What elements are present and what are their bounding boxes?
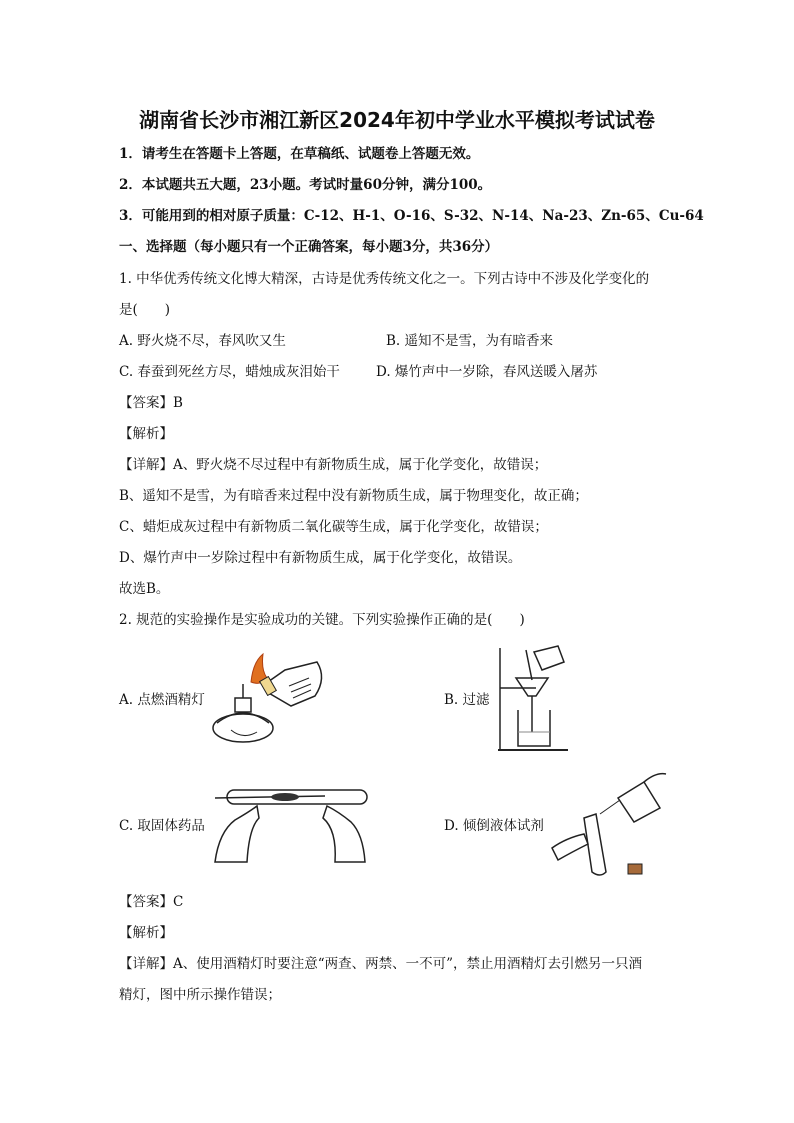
q2-option-d: D. 倾倒液体试剂 <box>444 818 544 834</box>
note-3: 3．可能用到的相对原子质量：C-12、H-1、O-16、S-32、N-14、Na-23、Zn-65、Cu-64 <box>119 208 704 224</box>
q1-option-b: B. 遥知不是雪，为有暗香来 <box>386 333 554 349</box>
q2-option-c: C. 取固体药品 <box>119 818 205 834</box>
q1-detail-b: B、遥知不是雪，为有暗香来过程中没有新物质生成，属于物理变化，故正确； <box>119 488 588 504</box>
q2-option-b: B. 过滤 <box>444 692 490 708</box>
q1-option-c: C. 春蚕到死丝方尽，蜡烛成灰泪始干 <box>119 364 340 380</box>
q1-detail-a: 【详解】A、野火烧不尽过程中有新物质生成，属于化学变化，故错误； <box>119 457 548 473</box>
q1-answer: 【答案】B <box>119 395 183 411</box>
q1-option-a: A. 野火烧不尽，春风吹又生 <box>119 333 286 349</box>
section-heading: 一、选择题（每小题只有一个正确答案，每小题3分，共36分） <box>119 239 499 255</box>
pouring-liquid-figure <box>548 768 670 880</box>
q1-detail-c: C、蜡炬成灰过程中有新物质二氧化碳等生成，属于化学变化，故错误； <box>119 519 548 535</box>
note-2: 2．本试题共五大题，23小题。考试时量60分钟，满分100。 <box>119 177 492 193</box>
exam-title: 湖南省长沙市湘江新区2024年初中学业水平模拟考试试卷 <box>139 108 655 132</box>
q1-detail-d: D、爆竹声中一岁除过程中有新物质生成，属于化学变化，故错误。 <box>119 550 522 566</box>
q2-analysis-label: 【解析】 <box>119 925 173 941</box>
filtration-figure <box>488 640 578 755</box>
q1-stem-line1: 1. 中华优秀传统文化博大精深，古诗是优秀传统文化之一。下列古诗中不涉及化学变化的 <box>119 271 650 287</box>
alcohol-lamp-lighting-figure <box>205 648 330 748</box>
q1-analysis-label: 【解析】 <box>119 426 173 442</box>
q2-answer: 【答案】C <box>119 894 184 910</box>
solid-reagent-figure <box>205 782 380 864</box>
q1-conclusion: 故选B。 <box>119 581 170 597</box>
q2-option-a: A. 点燃酒精灯 <box>119 692 205 708</box>
q2-detail-line1: 【详解】A、使用酒精灯时要注意“两查、两禁、一不可”，禁止用酒精灯去引燃另一只酒 <box>119 956 643 972</box>
q1-stem-line2: 是( ) <box>119 302 171 318</box>
q1-option-d: D. 爆竹声中一岁除，春风送暖入屠苏 <box>376 364 598 380</box>
note-1: 1．请考生在答题卡上答题，在草稿纸、试题卷上答题无效。 <box>119 146 480 162</box>
q2-stem: 2. 规范的实验操作是实验成功的关键。下列实验操作正确的是( ) <box>119 612 525 628</box>
q2-detail-line2: 精灯，图中所示操作错误； <box>119 987 281 1003</box>
